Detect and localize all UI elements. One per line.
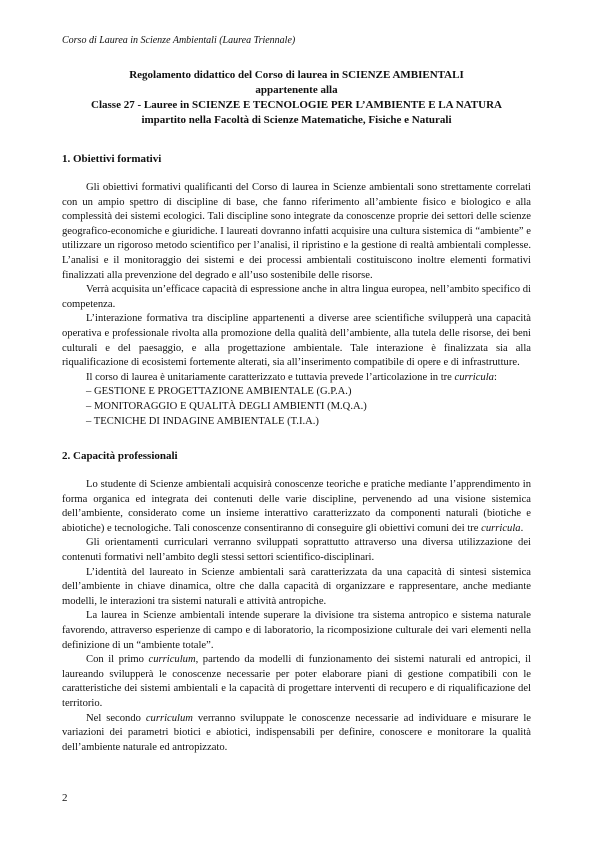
italic-term: curricula bbox=[481, 522, 521, 534]
paragraph: L’identità del laureato in Scienze ambientali sarà caratterizzata da una capacità di sintesi sistemica dell’ambiente in chiave dinamica, oltre che dalla capacità di organizzare e rappresentare, anche mediante modelli, le interazioni tra sistemi naturali e attività antropiche. bbox=[62, 566, 531, 607]
paragraph: La laurea in Scienze ambientali intende superare la divisione tra sistema antropico e sistema naturale favorendo, attraverso esperienze di campo e di laboratorio, la ricomposizione culturale dei vari elementi nella definizione di un “ambiente totale”. bbox=[62, 610, 531, 651]
paragraph bbox=[62, 371, 531, 386]
text-span: : bbox=[493, 371, 497, 383]
document-title bbox=[62, 68, 531, 128]
list-item: – GESTIONE E PROGETTAZIONE AMBIENTALE (G.P.A.) bbox=[86, 386, 352, 398]
paragraph: Gli obiettivi formativi qualificanti del Corso di laurea in Scienze ambientali sono strettamente correlati con un ampio spettro di discipline di base, che fanno riferimento all’ambiente fisico e biologico e alla complessità dei sistemi ecologici. Tali discipline sono integrate da conoscenze proprie dei settori delle scienze geografico-economiche e giuridiche. I laureati dovranno infatti acquisire una cultura sistemica di “ambiente” e utilizzare un rigoroso metodo scientifico per l’analisi, il ripristino e la gestione di realtà ambientali complesse. L’analisi e il monitoraggio dei sistemi e dei processi ambientali costituiscono inoltre elementi formativi finalizzati alla prevenzione del degrado e all’uso sostenibile delle risorse. bbox=[62, 182, 531, 281]
title-line-3: Classe 27 - Lauree in SCIENZE E TECNOLOGIE PER L’AMBIENTE E LA NATURA bbox=[91, 99, 502, 111]
paragraph bbox=[62, 478, 531, 536]
section-2-heading: 2. Capacità professionali bbox=[62, 450, 178, 463]
text-span: Nel secondo bbox=[86, 712, 146, 724]
italic-term: curricula bbox=[454, 371, 494, 383]
paragraph bbox=[62, 712, 531, 756]
page-content bbox=[62, 68, 531, 755]
page-number: 2 bbox=[62, 792, 68, 804]
section-1-body bbox=[62, 181, 531, 385]
italic-term: curriculum bbox=[148, 654, 196, 666]
text-span: , partendo da modelli di funzionamento dei sistemi naturali ed antropici, il laureando svilupperà le conoscenze necessarie per poter elaborare piani di gestione compatibili con le caratteristiche dei sistemi ambientali e la capacità di progettare interventi di recupero e di riqualificazione del territorio. bbox=[62, 654, 532, 709]
section-1-heading: 1. Obiettivi formativi bbox=[62, 153, 162, 165]
text-span: verranno sviluppate le conoscenze necessarie ad individuare e misurare le variazioni dei parametri biotici e abiotici, indispensabili per definire, conoscere e monitorare la qualità dell’ambiente naturale ed antropizzato. bbox=[62, 712, 531, 753]
text-span: Con il primo bbox=[86, 654, 149, 666]
title-line-4: impartito nella Facoltà di Scienze Matematiche, Fisiche e Naturali bbox=[141, 114, 452, 126]
paragraph: Verrà acquisita un’efficace capacità di espressione anche in altra lingua europea, nell’ambito specifico di competenza. bbox=[62, 284, 531, 310]
running-header: Corso di Laurea in Scienze Ambientali (Laurea Triennale) bbox=[62, 35, 296, 46]
title-line-2: appartenente alla bbox=[255, 84, 338, 96]
paragraph bbox=[62, 653, 531, 711]
text-span: Il corso di laurea è unitariamente caratterizzato e tuttavia prevede l’articolazione in tre bbox=[86, 371, 455, 383]
list-item: – TECNICHE DI INDAGINE AMBIENTALE (T.I.A.) bbox=[86, 415, 319, 427]
paragraph: L’interazione formativa tra discipline appartenenti a diverse aree scientifiche svilupperà una capacità operativa e professionale rivolta alla promozione della qualità dell’ambiente, alla tutela delle risorse, dei beni culturali e del paesaggio, e alla progettazione ambientale. Tale interazione è finalizzata sia alla riqualificazione di ecosistemi fortemente alterati, sia all’inserimento compatibile di opere e di infrastrutture. bbox=[62, 313, 531, 369]
text-span: . bbox=[520, 522, 524, 534]
curricula-list bbox=[62, 385, 531, 429]
title-line-1: Regolamento didattico del Corso di laurea in SCIENZE AMBIENTALI bbox=[129, 69, 464, 81]
list-item: – MONITORAGGIO E QUALITÀ DEGLI AMBIENTI (M.Q.A.) bbox=[86, 400, 367, 412]
italic-term: curriculum bbox=[145, 712, 193, 724]
text-span: Lo studente di Scienze ambientali acquisirà conoscenze teoriche e pratiche mediante l’apprendimento in forma organica ed integrata dei contenuti delle varie discipline, pervenendo ad una visione sistemica dell’ambiente, considerato come un insieme interattivo caratterizzato da componenti naturali (biotiche e abiotiche) e tecnologiche. Tali conoscenze consentiranno di conseguire gli obiettivi comuni dei tre bbox=[62, 479, 531, 534]
section-2-body bbox=[62, 478, 531, 755]
paragraph: Gli orientamenti curriculari verranno sviluppati soprattutto attraverso una diversa utilizzazione dei contenuti formativi nell’ambito degli stessi settori scientifico-disciplinari. bbox=[62, 537, 531, 564]
